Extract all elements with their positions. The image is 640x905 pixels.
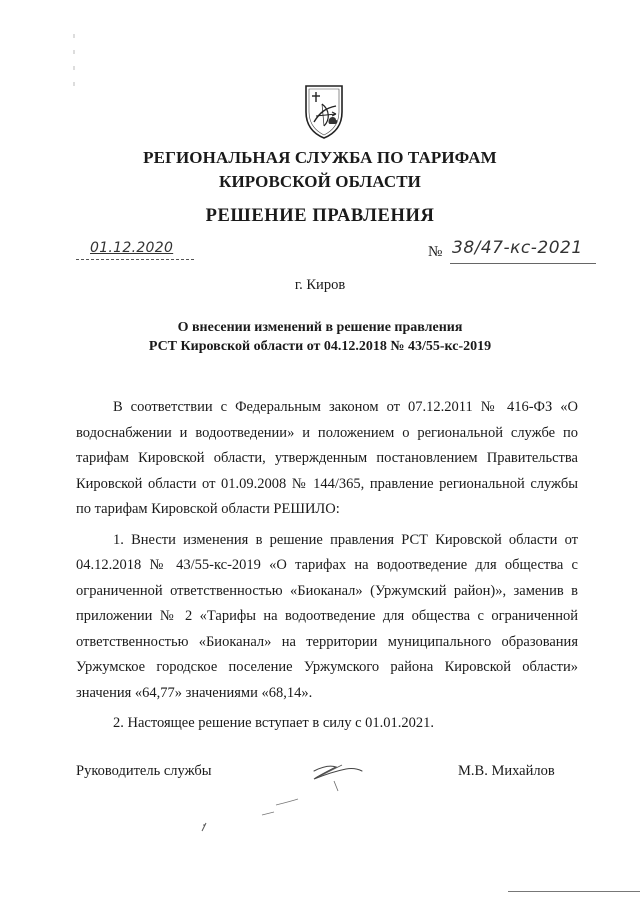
organization-title-line-2: КИРОВСКОЙ ОБЛАСТИ: [219, 172, 421, 191]
decision-body: [76, 395, 578, 737]
number-sign: №: [428, 244, 443, 260]
signatory-role: Руководитель службы: [76, 763, 212, 779]
scan-margin-marks: [72, 30, 76, 90]
date-underline: [76, 259, 194, 260]
decision-number-value: 38/47-кс-2021: [452, 238, 583, 258]
decision-title: РЕШЕНИЕ ПРАВЛЕНИЯ: [205, 206, 435, 226]
decision-item-2: 2. Настоящее решение вступает в силу с 01.01.2021.: [113, 715, 435, 731]
decision-number: [428, 240, 598, 266]
decision-date-value: 01.12.2020: [90, 240, 174, 256]
signatory-name: М.В. Михайлов: [458, 763, 555, 779]
decision-subject: [0, 318, 640, 356]
organization-title-line-1: РЕГИОНАЛЬНАЯ СЛУЖБА ПО ТАРИФАМ: [143, 148, 497, 167]
organization-title: [0, 146, 640, 194]
handwritten-signature: [196, 755, 376, 845]
number-underline: [450, 263, 596, 264]
subject-line-1: О внесении изменений в решение правления: [177, 320, 463, 335]
footer-rule: [508, 891, 640, 892]
decision-item-1: 1. Внести изменения в решение правления РСТ Кировской области от 04.12.2018 № 43/55-кс-2019 «О тарифах на водоотведение для общества с ограниченной ответственностью «Биоканал» (Уржумский район)», заменив в приложении № 2 «Тарифы на водоотведение для общества с ограниченной ответственностью «Биоканал» на территории муниципального образования Уржумское городское поселение Уржумского района Кировской области» значения «64,77» значениями «68,14».: [76, 531, 578, 701]
decision-date: [76, 240, 194, 264]
kirov-coat-of-arms-icon: [300, 82, 348, 140]
subject-line-2: РСТ Кировской области от 04.12.2018 № 43/55-кс-2019: [148, 339, 492, 354]
preamble-paragraph: В соответствии с Федеральным законом от 07.12.2011 № 416-ФЗ «О водоснабжении и водоотведении» и положением о региональной службе по тарифам Кировской области, утвержденным постановлением Правительства Кировской области от 01.09.2008 № 144/365, правление региональной службы по тарифам Кировской области РЕШИЛО:: [76, 399, 578, 517]
city-line: г. Киров: [294, 277, 346, 293]
